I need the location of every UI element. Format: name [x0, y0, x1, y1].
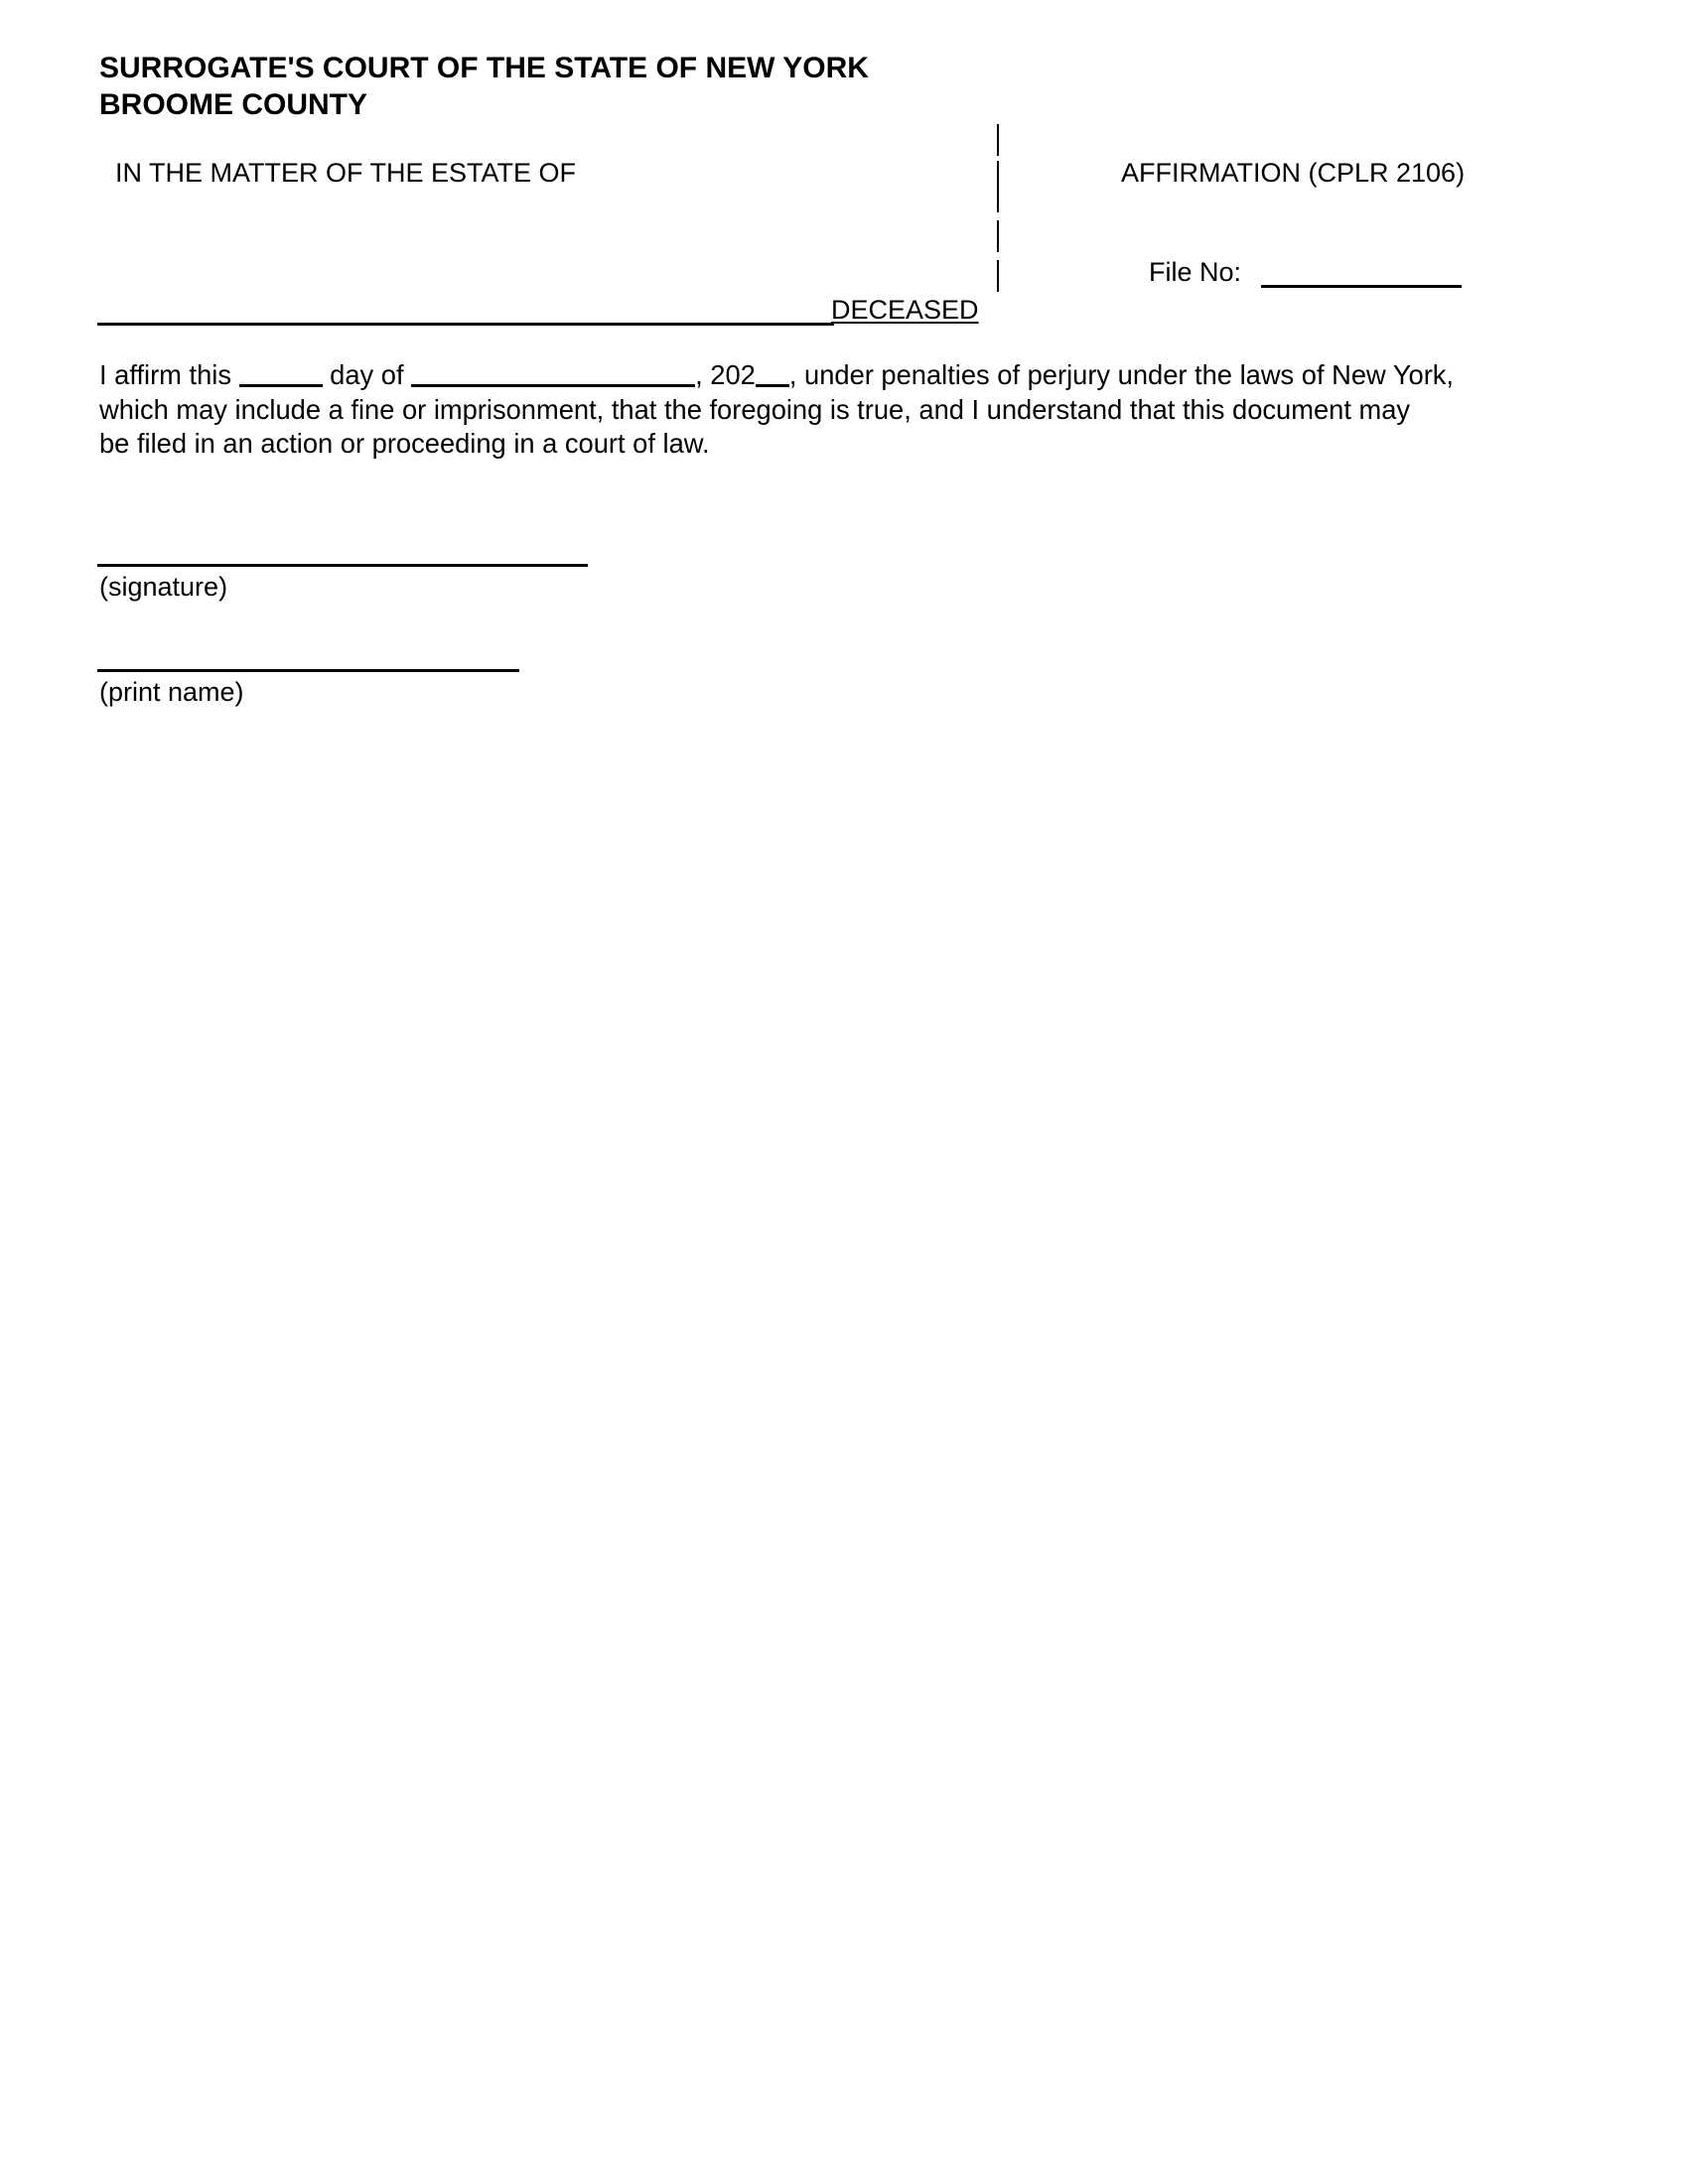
document-title: AFFIRMATION (CPLR 2106)	[1121, 158, 1466, 188]
affirmation-line-2: which may include a fine or imprisonment, that the foregoing is true, and I understand that this document may	[99, 393, 1411, 425]
day-field[interactable]	[239, 362, 323, 387]
affirmation-line-3: be filed in an action or proceeding in a court of law.	[99, 428, 710, 459]
court-heading-line1: SURROGATE'S COURT OF THE STATE OF NEW YORK	[99, 52, 869, 84]
decedent-name-line[interactable]	[97, 323, 834, 326]
caption-divider	[997, 260, 999, 292]
file-no-field[interactable]	[1261, 285, 1462, 288]
signature-line[interactable]	[97, 564, 588, 567]
signature-label: (signature)	[99, 572, 228, 602]
caption-divider	[997, 161, 999, 212]
print-name-line[interactable]	[97, 669, 519, 672]
affirmation-line-1: I affirm this day of , 202 , under penalties of perjury under the laws of New York,	[99, 359, 1455, 390]
county-heading	[99, 87, 367, 123]
print-name-label: (print name)	[99, 677, 244, 707]
caption-divider	[997, 124, 999, 156]
court-heading-line2: BROOME COUNTY	[99, 88, 367, 121]
caption-divider	[997, 220, 999, 252]
month-field[interactable]	[411, 362, 695, 387]
deceased-label: DECEASED	[831, 295, 979, 325]
court-heading	[99, 51, 869, 86]
affirmation-paragraph	[99, 358, 1589, 462]
estate-matter-label: IN THE MATTER OF THE ESTATE OF	[115, 158, 577, 188]
year-suffix-field[interactable]	[756, 362, 789, 387]
file-no-label: File No:	[1149, 257, 1242, 287]
